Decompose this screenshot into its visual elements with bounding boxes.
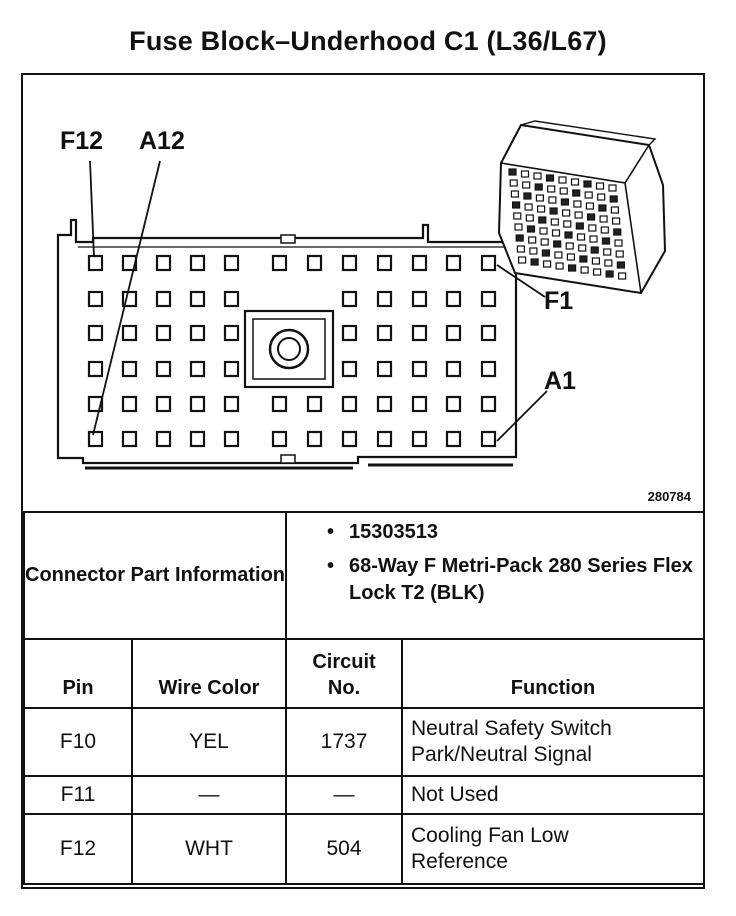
diagram-frame	[21, 73, 705, 889]
center-post	[245, 311, 333, 387]
connector-3d-cavity	[617, 262, 624, 268]
pin-cavity	[191, 397, 204, 411]
cell-pin: F10	[24, 708, 132, 776]
pin-cavity	[273, 397, 286, 411]
connector-3d-cavity	[592, 258, 599, 264]
connector-3d-cavity	[589, 225, 596, 231]
connector-3d-cavity	[554, 241, 561, 247]
connector-3d-cavity	[619, 273, 626, 279]
connector-3d-cavity	[600, 216, 607, 222]
connector-3d-cavity	[563, 210, 570, 216]
pin-cavity	[482, 432, 495, 446]
connector-3d-cavity	[544, 261, 551, 267]
table-row	[24, 814, 704, 884]
jack-screw-outer	[270, 330, 308, 368]
connector-3d-cavity	[514, 213, 521, 219]
pin-cavity	[447, 397, 460, 411]
pin-cavity	[225, 256, 238, 270]
connector-3d-cavity	[572, 179, 579, 185]
pin-cavity	[225, 397, 238, 411]
pin-cavity	[191, 292, 204, 306]
connector-3d-cavity	[539, 217, 546, 223]
pin-cavity	[89, 292, 102, 306]
connector-3d-cavity	[535, 184, 542, 190]
pin-cavity	[89, 256, 102, 270]
connector-3d-cavity	[551, 219, 558, 225]
pin-cavity	[157, 292, 170, 306]
connector-3d-cavity	[586, 203, 593, 209]
pin-cavity	[378, 362, 391, 376]
connector-3d-cavity	[569, 265, 576, 271]
connector-3d-cavity	[611, 207, 618, 213]
connector-description: • 68-Way F Metri-Pack 280 Series Flex Lock T2 (BLK)	[327, 553, 703, 607]
connector-3d-cavity	[573, 190, 580, 196]
connector-3d-cavity	[531, 259, 538, 265]
connector-3d-cavity	[513, 202, 520, 208]
connector-3d-cavity	[559, 177, 566, 183]
center-post-inner	[253, 319, 325, 379]
pin-cavity	[447, 362, 460, 376]
pin-cavity	[89, 432, 102, 446]
pin-cavity	[413, 362, 426, 376]
connector-3d-cavity	[585, 192, 592, 198]
pin-cavity	[378, 326, 391, 340]
pin-cavity	[482, 256, 495, 270]
pin-cavity	[482, 326, 495, 340]
connector-3d-cavity	[599, 205, 606, 211]
pin-cavity	[191, 256, 204, 270]
connector-3d-cavity	[584, 181, 591, 187]
pin-cavity	[157, 397, 170, 411]
cell-circuit: 504	[286, 814, 402, 884]
connector-table	[23, 511, 705, 885]
cell-function: Not Used	[402, 776, 704, 814]
connector-3d-cavity	[517, 246, 524, 252]
connector-3d-cavity	[579, 245, 586, 251]
connector-3d-cavity	[541, 239, 548, 245]
connector-3d-cavity	[553, 230, 560, 236]
connector-3d-cavity	[590, 236, 597, 242]
pin-cavity	[343, 432, 356, 446]
connector-3d-cavity	[576, 223, 583, 229]
connector-3d-cavity	[605, 260, 612, 266]
pin-cavity	[157, 326, 170, 340]
cell-pin: F12	[24, 814, 132, 884]
connector-3d-cavity	[580, 256, 587, 262]
connector-3d-cavity	[548, 186, 555, 192]
connector-3d-cavity	[542, 250, 549, 256]
connector-3d-cavity	[560, 188, 567, 194]
connector-3d-cavity	[588, 214, 595, 220]
connector-3d-cavity	[540, 228, 547, 234]
connector-3d-cavity	[609, 185, 616, 191]
pin-cavity	[343, 362, 356, 376]
connector-3d-cavity	[530, 248, 537, 254]
connector-3d-cavity	[510, 180, 517, 186]
connector-3d-cavity	[519, 257, 526, 263]
pin-cavity	[157, 256, 170, 270]
connector-3d-cavity	[566, 243, 573, 249]
pin-cavity	[447, 326, 460, 340]
pin-label-f1: F1	[544, 287, 574, 315]
pin-cavity	[413, 432, 426, 446]
connector-3d-cavity	[534, 173, 541, 179]
pin-cavity	[378, 432, 391, 446]
cell-circuit: 1737	[286, 708, 402, 776]
pin-cavity	[225, 432, 238, 446]
pin-label-a12: A12	[139, 127, 185, 155]
pin-cavity	[308, 432, 321, 446]
header-circuit-no: Circuit No.	[286, 639, 402, 708]
connector-3d-cavity	[613, 218, 620, 224]
connector-3d-cavity	[550, 208, 557, 214]
pin-cavity	[447, 256, 460, 270]
connector-3d-cavity	[615, 240, 622, 246]
pin-cavity	[413, 292, 426, 306]
connector-3d-cavity	[538, 206, 545, 212]
connector-part-info-values	[286, 512, 704, 639]
connector-3d-cavity	[598, 194, 605, 200]
part-number: • 15303513	[327, 519, 703, 546]
pin-cavity	[123, 432, 136, 446]
latch-tab	[281, 455, 295, 463]
connector-3d-cavity	[606, 271, 613, 277]
pin-cavity	[191, 362, 204, 376]
connector-3d-cavity	[526, 215, 533, 221]
connector-3d-cavity	[591, 247, 598, 253]
cell-wire-color: WHT	[132, 814, 286, 884]
pin-label-f12: F12	[60, 127, 104, 155]
pin-cavity	[343, 292, 356, 306]
pin-cavity	[273, 256, 286, 270]
connector-3d-cavity	[525, 204, 532, 210]
connector-3d-cavity	[604, 249, 611, 255]
pin-cavity	[343, 256, 356, 270]
connector-3d-cavity	[567, 254, 574, 260]
cell-pin: F11	[24, 776, 132, 814]
pin-cavity	[273, 432, 286, 446]
pin-cavity	[447, 292, 460, 306]
connector-3d-cavity	[509, 169, 516, 175]
pin-cavity	[413, 326, 426, 340]
connector-3d-cavity	[601, 227, 608, 233]
connector-3d-cavity	[594, 269, 601, 275]
connector-3d-cavity	[516, 235, 523, 241]
pin-cavity	[447, 432, 460, 446]
page-title: Fuse Block–Underhood C1 (L36/L67)	[129, 26, 607, 56]
pin-cavity	[123, 362, 136, 376]
pin-cavity	[343, 326, 356, 340]
connector-3d-icon	[499, 121, 665, 293]
connector-3d-cavity	[523, 182, 530, 188]
connector-3d-cavity	[522, 171, 529, 177]
header-pin: Pin	[24, 639, 132, 708]
connector-3d-cavity	[581, 267, 588, 273]
connector-3d-cavity	[597, 183, 604, 189]
connector-3d-cavity	[547, 175, 554, 181]
pin-cavity	[308, 256, 321, 270]
header-function: Function	[402, 639, 704, 708]
pin-cavity	[191, 326, 204, 340]
pin-cavity	[225, 326, 238, 340]
jack-screw-inner	[278, 338, 300, 360]
connector-3d-cavity	[511, 191, 518, 197]
connector-part-info-label: Connector Part Information	[24, 512, 286, 639]
table-row	[24, 708, 704, 776]
connector-3d-cavity	[549, 197, 556, 203]
figure-number: 280784	[647, 489, 691, 504]
connector-3d-cavity	[555, 252, 562, 258]
cell-wire-color: —	[132, 776, 286, 814]
pin-label-a1: A1	[544, 367, 576, 395]
pin-cavity	[191, 432, 204, 446]
connector-3d-cavity	[556, 263, 563, 269]
connector-3d-cavity	[614, 229, 621, 235]
connector-3d-cavity	[564, 221, 571, 227]
connector-diagram	[23, 75, 703, 511]
pin-cavity	[482, 292, 495, 306]
connector-3d-cavity	[515, 224, 522, 230]
pin-cavity	[378, 292, 391, 306]
cell-wire-color: YEL	[132, 708, 286, 776]
connector-3d-cavity	[575, 212, 582, 218]
pin-cavity	[378, 256, 391, 270]
connector-3d-cavity	[603, 238, 610, 244]
pin-cavity	[378, 397, 391, 411]
pin-cavity	[225, 362, 238, 376]
connector-3d-cavity	[616, 251, 623, 257]
cell-function: Cooling Fan Low Reference	[402, 814, 704, 884]
pin-cavity	[343, 397, 356, 411]
connector-3d-cavity	[610, 196, 617, 202]
leader-a1	[497, 391, 547, 441]
pin-cavity	[482, 362, 495, 376]
pin-cavity	[308, 397, 321, 411]
latch-tab	[281, 235, 295, 243]
connector-3d-cavity	[561, 199, 568, 205]
connector-3d-cavity	[578, 234, 585, 240]
pin-cavity	[123, 397, 136, 411]
pin-cavity	[89, 326, 102, 340]
pin-cavity	[413, 256, 426, 270]
connector-face-drawing	[23, 75, 703, 511]
pin-cavity	[123, 326, 136, 340]
connector-3d-cavity	[528, 226, 535, 232]
table-row	[24, 776, 704, 814]
pin-cavity	[157, 362, 170, 376]
pin-cavity	[157, 432, 170, 446]
pin-cavity	[482, 397, 495, 411]
connector-3d-cavity	[536, 195, 543, 201]
cell-circuit: —	[286, 776, 402, 814]
pin-cavity	[225, 292, 238, 306]
cell-function: Neutral Safety Switch Park/Neutral Signal	[402, 708, 704, 776]
connector-3d-cavity	[529, 237, 536, 243]
pin-cavity	[413, 397, 426, 411]
header-wire-color: Wire Color	[132, 639, 286, 708]
pin-cavity	[89, 362, 102, 376]
connector-3d-cavity	[565, 232, 572, 238]
connector-3d-cavity	[574, 201, 581, 207]
connector-3d-cavity	[524, 193, 531, 199]
